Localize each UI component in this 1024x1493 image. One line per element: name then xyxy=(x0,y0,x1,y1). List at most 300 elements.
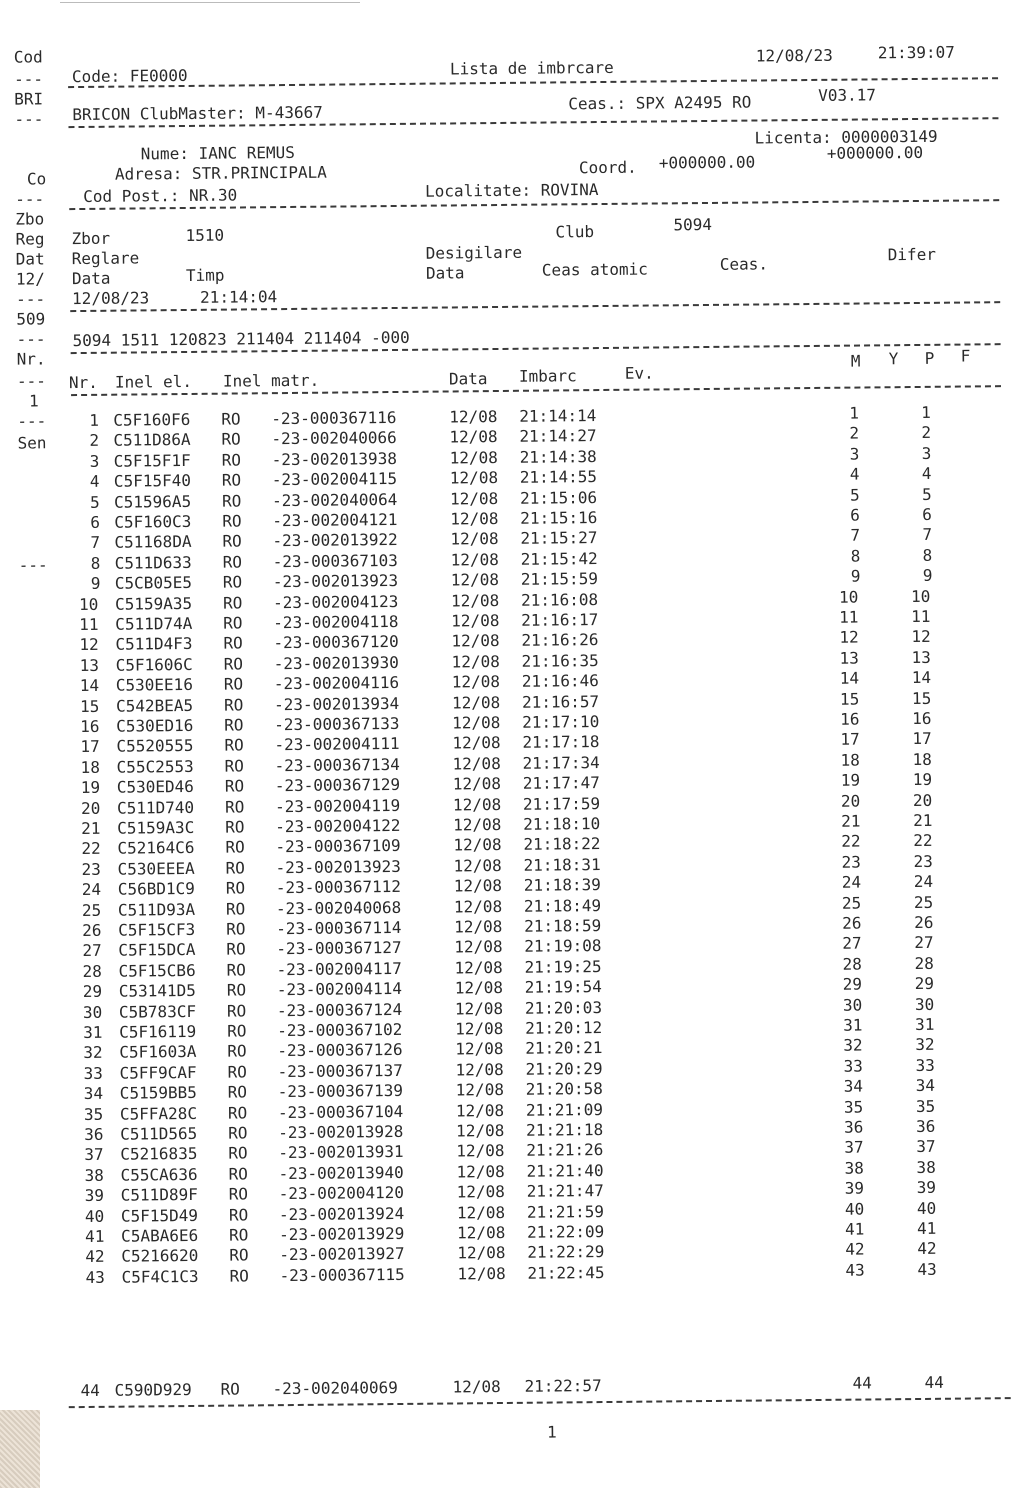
row-nr: 18 xyxy=(80,757,100,777)
row-time: 21:22:57 xyxy=(524,1376,602,1396)
row-time: 21:20:58 xyxy=(525,1079,603,1099)
row-country: RO xyxy=(221,450,242,470)
row-date: 12/08 xyxy=(451,672,501,692)
row-time: 21:21:40 xyxy=(526,1160,604,1181)
col-data: Data xyxy=(448,369,488,389)
col-nr: Nr. xyxy=(68,372,98,393)
row-date: 12/08 xyxy=(450,509,499,529)
row-nr: 15 xyxy=(79,696,100,716)
row-time: 21:15:16 xyxy=(520,508,598,528)
row-m: 10 xyxy=(838,587,859,607)
row-inel-el: C5520555 xyxy=(116,736,194,757)
row-time: 21:21:47 xyxy=(526,1181,604,1201)
row-date: 12/08 xyxy=(455,1080,505,1100)
row-nr: 43 xyxy=(85,1267,105,1287)
row-p: 33 xyxy=(915,1055,935,1075)
row-m: 6 xyxy=(850,505,860,525)
row-inel-el: C5F15F1F xyxy=(113,450,191,471)
row-date: 12/08 xyxy=(453,896,503,917)
row-nr: 22 xyxy=(81,839,101,859)
row-country: RO xyxy=(226,980,247,1000)
row-time: 21:17:34 xyxy=(522,752,600,773)
row-country: RO xyxy=(223,654,243,674)
row-inel-matr: -23-002013923 xyxy=(272,571,399,592)
row-p: 23 xyxy=(913,851,933,871)
row-p: 18 xyxy=(912,749,932,769)
row-time: 21:15:27 xyxy=(520,528,598,549)
row-time: 21:14:27 xyxy=(519,426,597,447)
row-p: 3 xyxy=(921,443,932,463)
margin-text: Zbo xyxy=(15,209,45,229)
row-time: 21:18:59 xyxy=(524,916,602,936)
row-time: 21:20:12 xyxy=(525,1018,603,1038)
row-p: 8 xyxy=(922,545,933,565)
row-nr: 14 xyxy=(79,676,100,696)
row-p: 13 xyxy=(911,647,931,667)
row-p: 1 xyxy=(921,402,931,422)
row-m: 35 xyxy=(843,1097,864,1117)
row-date: 12/08 xyxy=(452,712,501,733)
row-p: 21 xyxy=(913,810,933,831)
row-date: 12/08 xyxy=(455,1059,504,1080)
row-inel-el: C511D740 xyxy=(116,797,195,818)
row-inel-el: C55C2553 xyxy=(116,756,194,777)
row-nr: 36 xyxy=(84,1124,104,1145)
row-m: 43 xyxy=(845,1260,865,1280)
row-date: 12/08 xyxy=(456,1141,505,1161)
row-inel-matr: -23-002004122 xyxy=(275,815,401,837)
row-inel-el: C590D929 xyxy=(114,1379,192,1400)
row-m: 13 xyxy=(839,648,859,668)
row-m: 30 xyxy=(842,995,863,1015)
row-country: RO xyxy=(222,593,243,613)
margin-text: Dat xyxy=(15,249,45,269)
row-country: RO xyxy=(229,1225,249,1245)
row-inel-el: C5F15CF3 xyxy=(118,919,196,940)
row-p: 41 xyxy=(917,1218,937,1239)
row-date: 12/08 xyxy=(449,407,498,427)
row-m: 39 xyxy=(844,1178,865,1198)
owner-name: Nume: IANC REMUS xyxy=(140,142,295,164)
margin-text: --- xyxy=(17,411,47,431)
row-nr: 4 xyxy=(89,472,100,492)
row-nr: 20 xyxy=(80,798,101,818)
col-imbarc: Imbarc xyxy=(518,366,577,386)
row-time: 21:16:17 xyxy=(521,610,599,630)
clock-label: Ceas.: SPX A2495 RO xyxy=(568,92,752,114)
row-time: 21:17:10 xyxy=(522,712,600,732)
row-date: 12/08 xyxy=(451,611,500,631)
row-date: 12/08 xyxy=(454,998,504,1019)
col-ev: Ev. xyxy=(624,363,654,383)
row-p: 4 xyxy=(921,464,932,484)
row-inel-matr: -23-000367116 xyxy=(271,407,397,429)
row-nr: 39 xyxy=(84,1186,105,1206)
row-country: RO xyxy=(223,695,244,715)
row-inel-el: C511D565 xyxy=(120,1123,198,1144)
row-country: RO xyxy=(224,797,245,817)
row-p: 6 xyxy=(922,504,932,524)
set-date: 12/08/23 xyxy=(72,288,150,309)
row-country: RO xyxy=(227,1103,248,1123)
row-nr: 5 xyxy=(89,492,100,512)
row-country: RO xyxy=(221,491,242,511)
row-nr: 38 xyxy=(84,1165,104,1185)
row-p: 30 xyxy=(914,994,935,1014)
row-p: 20 xyxy=(912,790,933,810)
code-line: 5094 1511 120823 211404 211404 -000 xyxy=(72,327,410,351)
row-country: RO xyxy=(225,858,245,878)
row-nr: 8 xyxy=(90,553,101,573)
row-inel-matr: -23-000367112 xyxy=(275,877,402,898)
code-label: Code: FE0000 xyxy=(71,65,188,87)
row-country: RO xyxy=(225,899,246,919)
row-time: 21:20:29 xyxy=(525,1058,603,1079)
row-inel-el: C5159A35 xyxy=(114,593,193,614)
margin-text: --- xyxy=(13,69,44,89)
row-m: 18 xyxy=(840,750,860,770)
row-time: 21:15:59 xyxy=(520,569,598,589)
data-label-2: Data xyxy=(425,263,465,283)
row-inel-el: C51596A5 xyxy=(113,491,192,512)
row-inel-el: C5F15D49 xyxy=(120,1205,199,1226)
row-nr: 6 xyxy=(90,512,101,532)
row-nr: 41 xyxy=(85,1226,105,1247)
separator xyxy=(71,385,1001,396)
row-inel-matr: -23-000367102 xyxy=(277,1019,403,1041)
row-nr: 16 xyxy=(80,716,100,737)
row-p: 10 xyxy=(910,586,931,606)
row-country: RO xyxy=(227,1041,247,1062)
row-inel-matr: -23-002013927 xyxy=(279,1244,405,1265)
row-date: 12/08 xyxy=(452,774,502,794)
row-date: 12/08 xyxy=(455,1039,504,1059)
row-p: 32 xyxy=(915,1035,935,1055)
row-country: RO xyxy=(226,960,246,980)
row-p: 37 xyxy=(916,1137,936,1157)
row-country: RO xyxy=(225,817,245,837)
row-country: RO xyxy=(227,1062,247,1082)
row-inel-matr: -23-002004118 xyxy=(273,611,399,633)
row-country: RO xyxy=(225,878,246,898)
row-country: RO xyxy=(224,735,244,756)
row-date: 12/08 xyxy=(450,549,499,570)
version-label: V03.17 xyxy=(818,85,877,105)
row-time: 21:20:21 xyxy=(525,1038,603,1059)
row-inel-matr: -23-000367129 xyxy=(274,775,401,796)
row-country: RO xyxy=(222,572,243,592)
row-nr: 28 xyxy=(82,961,102,981)
row-nr: 27 xyxy=(82,941,102,961)
reglare-label: Reglare xyxy=(71,248,140,269)
row-inel-el: C511D89F xyxy=(120,1185,198,1205)
row-date: 12/08 xyxy=(449,447,498,468)
row-p: 42 xyxy=(917,1239,937,1259)
row-p: 15 xyxy=(911,688,932,708)
row-date: 12/08 xyxy=(457,1263,506,1284)
row-inel-el: C511D86A xyxy=(113,430,191,451)
row-time: 21:22:45 xyxy=(527,1262,605,1283)
row-p: 28 xyxy=(914,953,934,973)
row-country: RO xyxy=(228,1184,249,1204)
row-inel-el: C55CA636 xyxy=(120,1164,198,1185)
margin-text: --- xyxy=(16,289,46,309)
row-country: RO xyxy=(222,531,242,552)
row-date: 12/08 xyxy=(450,590,500,611)
row-time: 21:22:09 xyxy=(527,1222,605,1242)
row-inel-matr: -23-002013924 xyxy=(278,1203,405,1224)
row-inel-el: C511D74A xyxy=(115,613,193,634)
row-m: 36 xyxy=(844,1117,864,1137)
row-inel-matr: -23-002040068 xyxy=(275,897,402,918)
postcode-label: Cod Post.: NR.30 xyxy=(83,185,238,206)
row-date: 12/08 xyxy=(454,916,503,937)
row-country: RO xyxy=(221,470,242,490)
row-p: 9 xyxy=(922,566,933,586)
row-date: 12/08 xyxy=(457,1243,506,1263)
row-inel-el: C5B783CF xyxy=(118,1001,197,1022)
row-inel-matr: -23-002040064 xyxy=(271,489,398,510)
row-country: RO xyxy=(227,1082,248,1102)
row-m: 37 xyxy=(844,1137,864,1158)
row-nr: 9 xyxy=(90,574,101,594)
row-m: 1 xyxy=(849,403,859,423)
row-m: 22 xyxy=(841,831,861,852)
row-m: 8 xyxy=(850,546,861,566)
row-inel-el: C5159A3C xyxy=(117,817,195,838)
row-inel-el: C52164C6 xyxy=(117,838,195,859)
zbor-label: Zbor xyxy=(71,228,111,249)
row-nr: 42 xyxy=(85,1247,105,1267)
row-inel-matr: -23-002013938 xyxy=(271,448,398,469)
row-country: RO xyxy=(229,1245,249,1266)
row-inel-el: C5F1603A xyxy=(119,1042,197,1063)
row-p: 35 xyxy=(915,1096,936,1116)
row-inel-el: C5F15F40 xyxy=(113,471,192,491)
row-nr: 34 xyxy=(83,1084,104,1104)
row-m: 4 xyxy=(849,464,860,484)
row-p: 12 xyxy=(911,627,931,647)
row-date: 12/08 xyxy=(455,1100,505,1121)
row-nr: 31 xyxy=(83,1022,103,1043)
row-m: 17 xyxy=(840,729,860,750)
row-country: RO xyxy=(228,1164,248,1184)
row-time: 21:17:47 xyxy=(522,773,600,793)
row-m: 3 xyxy=(849,444,860,464)
row-p: 11 xyxy=(911,606,931,627)
row-m: 31 xyxy=(843,1015,863,1035)
row-nr: 44 xyxy=(80,1380,100,1401)
row-p: 38 xyxy=(916,1157,936,1177)
row-p: 31 xyxy=(915,1014,935,1035)
licence-label: Licenta: 0000003149 xyxy=(754,126,938,148)
row-date: 12/08 xyxy=(453,835,502,855)
row-inel-matr: -23-002004116 xyxy=(273,673,400,694)
row-inel-el: C56BD1C9 xyxy=(117,879,195,899)
margin-text: --- xyxy=(16,371,46,391)
row-country: RO xyxy=(226,919,246,939)
row-p: 36 xyxy=(916,1116,936,1137)
row-date: 12/08 xyxy=(455,1018,504,1039)
row-p: 44 xyxy=(924,1372,944,1392)
data-label: Data xyxy=(71,268,111,289)
row-m: 5 xyxy=(849,485,860,505)
col-inel-el: Inel el. xyxy=(114,371,193,392)
row-p: 22 xyxy=(913,831,933,851)
row-inel-matr: -23-002040066 xyxy=(271,428,397,449)
coord-value-1: +000000.00 xyxy=(658,152,756,173)
row-country: RO xyxy=(224,776,245,796)
coord-label: Coord. xyxy=(578,157,637,178)
row-time: 21:16:26 xyxy=(521,630,599,651)
row-inel-el: C511D93A xyxy=(117,899,196,920)
row-m: 16 xyxy=(840,709,860,729)
row-date: 12/08 xyxy=(456,1182,505,1202)
row-p: 34 xyxy=(915,1076,936,1096)
row-date: 12/08 xyxy=(449,468,499,488)
row-p: 5 xyxy=(921,484,932,504)
row-inel-el: C5CB05E5 xyxy=(114,573,193,593)
row-m: 32 xyxy=(843,1035,863,1056)
row-time: 21:18:22 xyxy=(523,834,601,855)
row-m: 41 xyxy=(845,1219,865,1239)
row-inel-matr: -23-000367114 xyxy=(276,917,402,939)
row-inel-el: C5216620 xyxy=(121,1246,199,1267)
club-value: 5094 xyxy=(673,214,713,235)
row-time: 21:18:39 xyxy=(523,875,601,895)
row-m: 20 xyxy=(840,791,861,811)
row-m: 14 xyxy=(839,668,860,688)
row-m: 19 xyxy=(840,770,861,790)
ceas-label: Ceas. xyxy=(719,254,769,274)
row-inel-matr: -23-002004115 xyxy=(271,469,398,490)
row-country: RO xyxy=(222,511,242,531)
row-country: RO xyxy=(228,1143,248,1164)
row-inel-matr: -23-002004120 xyxy=(278,1183,405,1204)
row-nr: 19 xyxy=(80,778,101,798)
row-inel-el: C5F16119 xyxy=(119,1021,197,1042)
desigilare-label: Desigilare xyxy=(425,242,523,263)
row-nr: 25 xyxy=(81,900,102,920)
margin-text: 12/ xyxy=(15,269,45,289)
row-date: 12/08 xyxy=(452,1377,501,1397)
row-country: RO xyxy=(221,429,241,450)
row-m: 26 xyxy=(842,913,862,933)
row-p: 25 xyxy=(913,892,934,912)
row-inel-matr: -23-000367109 xyxy=(275,836,401,857)
margin-text: BRI xyxy=(14,89,44,109)
row-date: 12/08 xyxy=(449,427,498,447)
col-m: M xyxy=(850,351,861,371)
row-nr: 17 xyxy=(80,737,100,757)
row-m: 21 xyxy=(841,811,861,831)
row-nr: 11 xyxy=(79,614,99,635)
row-inel-matr: -23-002004123 xyxy=(272,591,399,612)
row-nr: 37 xyxy=(84,1145,104,1165)
row-nr: 35 xyxy=(83,1104,104,1124)
row-p: 16 xyxy=(912,708,932,729)
row-date: 12/08 xyxy=(452,733,501,753)
document-title: Lista de imbrcare xyxy=(449,57,614,79)
row-p: 17 xyxy=(912,729,932,749)
row-country: RO xyxy=(226,1001,247,1021)
row-p: 7 xyxy=(922,525,933,545)
row-inel-el: C5ABA6E6 xyxy=(121,1225,199,1246)
row-inel-matr: -23-002013940 xyxy=(278,1162,404,1183)
row-inel-el: C5F15CB6 xyxy=(118,960,196,981)
row-p: 29 xyxy=(914,974,935,994)
row-date: 12/08 xyxy=(456,1202,506,1223)
margin-text: 509 xyxy=(16,309,46,329)
row-m: 44 xyxy=(852,1373,872,1393)
row-country: RO xyxy=(228,1123,248,1143)
device-label: BRICON ClubMaster: M-43667 xyxy=(72,102,323,125)
row-inel-matr: -23-002013928 xyxy=(278,1121,404,1143)
margin-text: --- xyxy=(14,109,44,129)
row-nr: 26 xyxy=(82,920,102,941)
row-time: 21:17:59 xyxy=(522,793,601,814)
row-time: 21:21:59 xyxy=(526,1201,605,1222)
row-date: 12/08 xyxy=(454,957,503,978)
row-p: 24 xyxy=(913,872,934,892)
row-date: 12/08 xyxy=(449,488,499,509)
row-m: 23 xyxy=(841,852,861,872)
row-nr: 32 xyxy=(83,1043,103,1063)
row-time: 21:14:14 xyxy=(519,406,597,426)
row-inel-el: C5F4C1C3 xyxy=(121,1266,199,1287)
row-time: 21:16:46 xyxy=(521,671,599,691)
row-country: RO xyxy=(226,939,246,960)
ceas-atomic-label: Ceas atomic xyxy=(541,259,648,280)
row-nr: 1 xyxy=(89,410,100,430)
row-date: 12/08 xyxy=(450,529,499,549)
row-m: 7 xyxy=(850,525,861,546)
row-country: RO xyxy=(223,613,243,633)
margin-text: --- xyxy=(15,189,45,209)
row-m: 42 xyxy=(845,1239,865,1260)
row-m: 27 xyxy=(842,933,862,954)
row-inel-matr: -23-002004121 xyxy=(272,509,398,531)
row-inel-el: C530ED16 xyxy=(116,715,194,736)
row-nr: 7 xyxy=(90,533,101,553)
row-inel-matr: -23-002013930 xyxy=(273,652,399,673)
row-inel-matr: -23-000367120 xyxy=(273,632,399,653)
margin-text: Reg xyxy=(15,229,45,249)
row-date: 12/08 xyxy=(456,1161,505,1182)
row-time: 21:18:49 xyxy=(523,895,602,916)
row-m: 25 xyxy=(841,893,862,913)
row-date: 12/08 xyxy=(453,855,502,876)
row-inel-el: C530ED46 xyxy=(116,777,194,797)
row-inel-matr: -23-000367115 xyxy=(279,1264,405,1285)
col-inel-matr: Inel matr. xyxy=(222,370,320,391)
row-inel-matr: -23-002040069 xyxy=(272,1378,398,1399)
row-inel-el: C53141D5 xyxy=(118,981,196,1001)
margin-text: --- xyxy=(16,329,46,349)
row-time: 21:19:54 xyxy=(524,977,602,997)
row-nr: 13 xyxy=(79,655,100,675)
row-inel-matr: -23-000367103 xyxy=(272,550,398,571)
row-time: 21:21:26 xyxy=(526,1140,604,1161)
row-time: 21:16:57 xyxy=(521,691,600,712)
row-m: 9 xyxy=(850,566,861,586)
set-time: 21:14:04 xyxy=(200,287,278,307)
row-country: RO xyxy=(223,674,244,694)
row-p: 43 xyxy=(917,1259,937,1279)
col-y: Y xyxy=(888,349,899,369)
margin-text: Nr. xyxy=(16,349,46,369)
row-p: 27 xyxy=(914,933,934,953)
